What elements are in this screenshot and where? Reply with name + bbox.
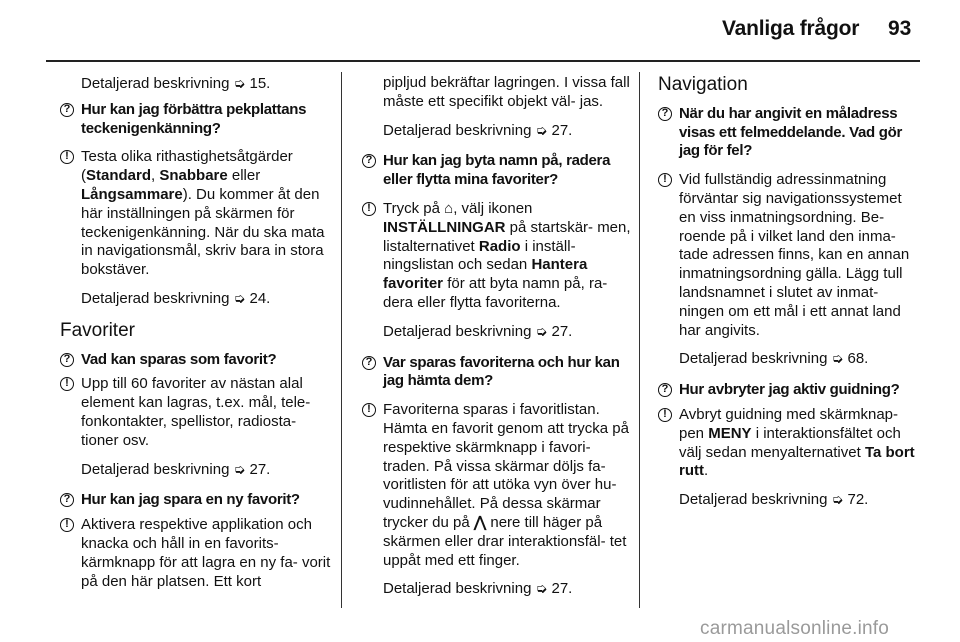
question-circle-icon: ? [658, 107, 672, 121]
question: ? Hur kan jag byta namn på, radera eller flytta mina favoriter? [362, 152, 632, 190]
arrow-right-icon: ➭ [831, 350, 844, 367]
section-heading: Navigation [658, 74, 748, 95]
column-2 [362, 74, 632, 606]
detail-ref: Detaljerad beskrivning ➭ 24. [81, 289, 271, 307]
exclamation-circle-icon: ! [362, 403, 376, 417]
home-icon: ⌂ [444, 199, 454, 217]
page-header-title: Vanliga frågor [722, 17, 860, 40]
arrow-right-icon: ➭ [233, 75, 246, 91]
exclamation-circle-icon: ! [60, 150, 74, 164]
detail-ref: Detaljerad beskrivning ➭ 27. [383, 322, 573, 340]
question: ? Hur kan jag spara en ny favorit? [60, 491, 332, 510]
arrow-right-icon: ➭ [831, 491, 844, 508]
question: ? Hur avbryter jag aktiv guidning? [658, 381, 922, 400]
answer: ! Favoriterna sparas i favoritlistan. Hämta en favorit genom att trycka på respektive skärmknapp i favori- traden. På vissa skärmar döljs fa- voritlisten för att utöka vyn över hu- vudinnehållet. På dessa skärmar trycker du på ⋀ nere till häger på skärmen eller drar interaktionsfäl- tet uppåt med ett finger. [362, 401, 632, 570]
detail-ref: Detaljerad beskrivning ➭ 27. [383, 580, 573, 598]
detail-ref: Detaljerad beskrivning ➭ 27. [81, 460, 271, 478]
exclamation-circle-icon: ! [362, 202, 376, 216]
arrow-right-icon: ➭ [233, 289, 246, 306]
section-heading: Favoriter [60, 319, 135, 341]
question: ? När du har angivit en måladress visas ett felmeddelande. Vad gör jag för fel? [658, 105, 922, 161]
answer: ! Tryck på ⌂, välj ikonen INSTÄLLNINGAR på startskär- men, listalternativet Radio i inställ- ningslistan och sedan Hantera favoriter för att byta namn på, ra- dera eller flytta favoriterna. [362, 200, 632, 313]
exclamation-circle-icon: ! [60, 518, 74, 532]
question-circle-icon: ? [362, 356, 376, 370]
arrow-right-icon: ➭ [535, 121, 548, 138]
detail-ref: Detaljerad beskrivning ➭ 15. [81, 75, 271, 92]
header-rule [46, 60, 920, 62]
exclamation-circle-icon: ! [658, 173, 672, 187]
exclamation-circle-icon: ! [658, 408, 672, 422]
question: ? Var sparas favoriterna och hur kan jag hämta dem? [362, 354, 632, 392]
question-circle-icon: ? [362, 154, 376, 168]
column-1 [60, 74, 332, 591]
answer: ! Upp till 60 favoriter av nästan alal element kan lagras, t.ex. mål, tele- fonkontakter, spellistor, radiosta- tioner osv. [60, 375, 332, 450]
question-circle-icon: ? [60, 353, 74, 367]
question-circle-icon: ? [60, 493, 74, 507]
detail-ref: Detaljerad beskrivning ➭ 68. [679, 350, 869, 368]
page-number: 93 [888, 17, 912, 40]
answer: ! Avbryt guidning med skärmknap- pen MENY i interaktionsfältet och välj sedan menyalternativet Ta bort rutt. [658, 406, 922, 481]
exclamation-circle-icon: ! [60, 377, 74, 391]
column-divider-1 [341, 72, 342, 608]
column-3 [658, 74, 922, 517]
detail-ref: Detaljerad beskrivning ➭ 72. [679, 491, 869, 509]
question: ? Hur kan jag förbättra pekplattans teckenigenkänning? [60, 101, 332, 139]
question-circle-icon: ? [658, 383, 672, 397]
answer: ! Vid fullständig adressinmatning förväntar sig navigationssystemet en viss inmatningsordning. Be- roende på i vilket land den inma- tade adressen finns, kan en annan inmatningsordning gälla. Lägg tull landsnamnet i slutet av inmat- ningen om ett mål i ett annat land har angivits. [658, 171, 922, 340]
detail-ref: Detaljerad beskrivning ➭ 27. [383, 121, 573, 139]
arrow-right-icon: ➭ [535, 322, 548, 339]
chevron-up-icon: ⋀ [473, 513, 487, 531]
answer: ! Testa olika rithastighetsåtgärder (Standard, Snabbare eller Långsammare). Du kommer åt den här inställningen på skärmen för teckenigenkänning. När du ska mata in navigationsmål, skriv bara in stora bokstäver. [60, 148, 332, 280]
column-divider-2 [639, 72, 640, 608]
question-circle-icon: ? [60, 103, 74, 117]
arrow-right-icon: ➭ [233, 460, 246, 477]
watermark: carmanualsonline.info [700, 618, 890, 639]
arrow-right-icon: ➭ [535, 580, 548, 597]
answer: ! Aktivera respektive applikation och knacka och håll in en favorits- kärmknapp för att lagra en ny fa- vorit på den här platsen. Ett kort [60, 516, 332, 591]
answer-continued: pipljud bekräftar lagringen. I vissa fall måste ett specifikt objekt väl- jas. [383, 74, 630, 110]
question: ? Vad kan sparas som favorit? [60, 351, 332, 370]
